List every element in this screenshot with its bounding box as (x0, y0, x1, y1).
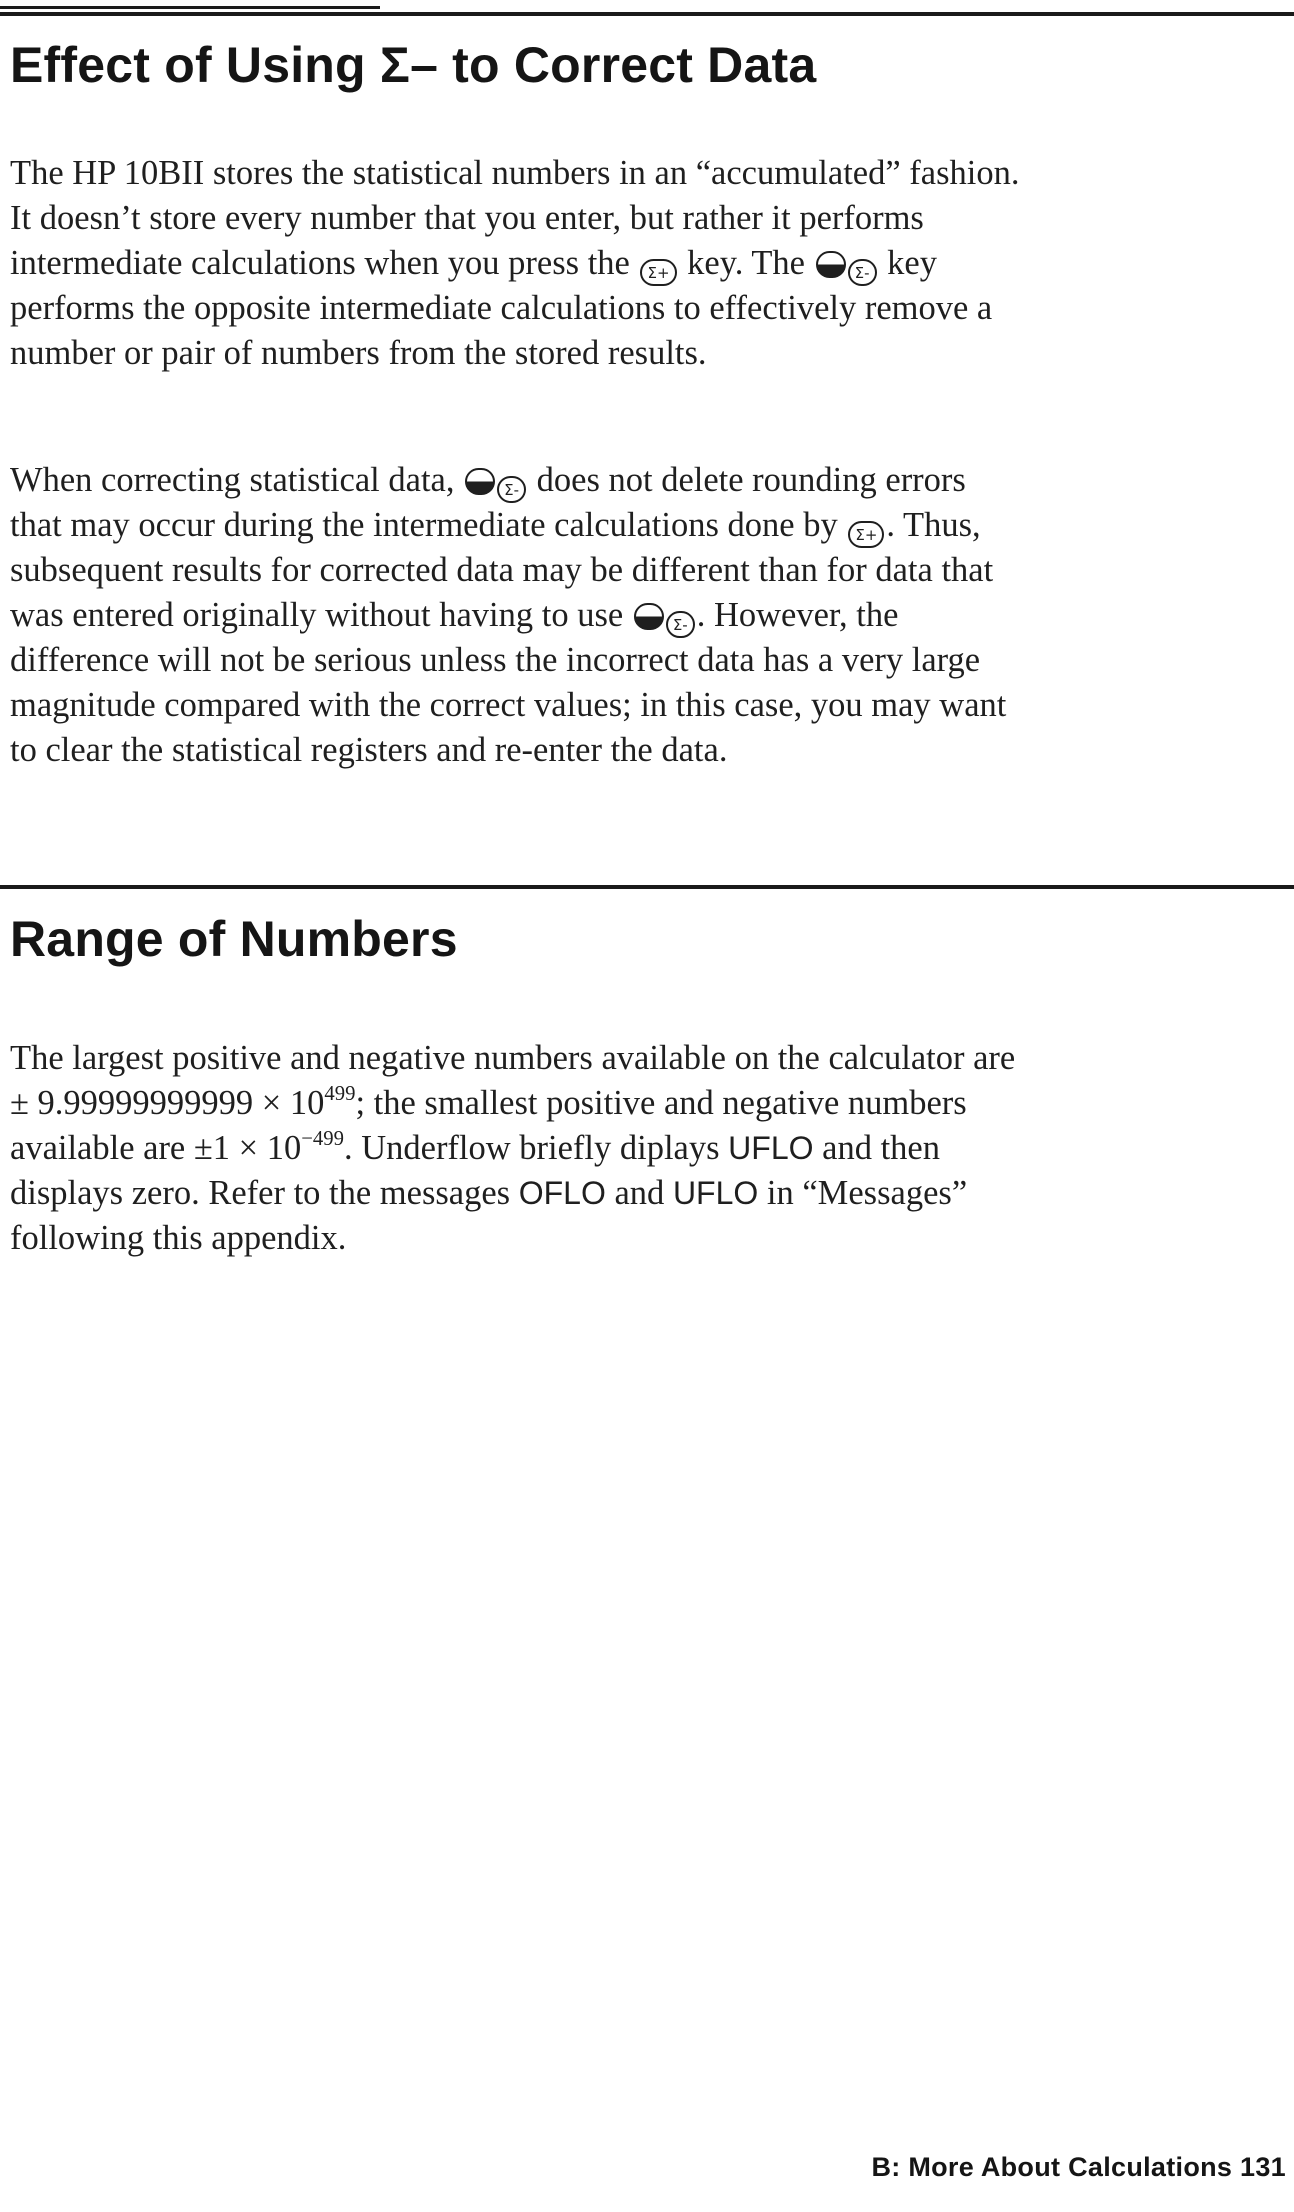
text-line (10, 458, 1290, 503)
message-oflo: OFLO (518, 1175, 606, 1211)
text-fragment: in “Messages” (766, 1174, 968, 1212)
section-heading-effect: Effect of Using Σ– to Correct Data (10, 37, 817, 93)
text-line: number or pair of numbers from the stored results. (10, 334, 707, 372)
text-fragment: available are ±1 × 10 (10, 1129, 302, 1167)
exponent: −499 (301, 1128, 344, 1150)
text-fragment: ± 9.99999999999 × 10 (10, 1084, 325, 1122)
sigma-minus-key-icon: Σ- (666, 611, 695, 638)
shift-key-icon (465, 468, 495, 495)
shift-key-icon (634, 603, 664, 630)
shift-key-icon (816, 251, 846, 278)
text-line: to clear the statistical registers and re-enter the data. (10, 731, 728, 769)
text-line: The HP 10BII stores the statistical numbers in an “accumulated” fashion. (10, 154, 1020, 192)
paragraph-range (10, 1036, 1290, 1261)
text-line (10, 1081, 1290, 1126)
text-fragment: When correcting statistical data, (10, 461, 455, 499)
message-uflo: UFLO (672, 1175, 759, 1211)
text-fragment: was entered originally without having to use (10, 596, 624, 634)
text-fragment: displays zero. Refer to the messages (10, 1174, 511, 1212)
top-rule-tick (0, 6, 380, 9)
text-line: The largest positive and negative numbers available on the calculator are (10, 1039, 1016, 1077)
sigma-plus-key-icon: Σ+ (640, 259, 676, 286)
text-fragment: and then (822, 1129, 940, 1167)
section-heading-range: Range of Numbers (10, 911, 458, 967)
text-fragment: key (887, 244, 937, 282)
text-fragment: does not delete rounding errors (536, 461, 966, 499)
text-line (10, 1171, 1290, 1216)
text-fragment: and (614, 1174, 665, 1212)
text-line (10, 593, 1290, 638)
text-fragment: intermediate calculations when you press the (10, 244, 630, 282)
text-line: subsequent results for corrected data may be different than for data that (10, 551, 994, 589)
text-line (10, 1126, 1290, 1171)
top-rule (0, 12, 1294, 16)
text-line: performs the opposite intermediate calculations to effectively remove a (10, 289, 993, 327)
paragraph-rounding-errors (10, 458, 1290, 773)
text-fragment: ; the smallest positive and negative numbers (355, 1084, 967, 1122)
text-fragment: key. The (687, 244, 805, 282)
text-line: magnitude compared with the correct values; in this case, you may want (10, 686, 1007, 724)
text-line: difference will not be serious unless the incorrect data has a very large (10, 641, 981, 679)
exponent: 499 (324, 1083, 356, 1105)
text-line (10, 503, 1290, 548)
page-footer: B: More About Calculations 131 (871, 2152, 1286, 2182)
paragraph-accumulated (10, 151, 1290, 376)
sigma-minus-key-icon: Σ- (848, 259, 877, 286)
text-fragment: . Thus, (886, 506, 981, 544)
text-line: following this appendix. (10, 1219, 347, 1257)
text-fragment: that may occur during the intermediate calculations done by (10, 506, 838, 544)
section-rule (0, 885, 1294, 889)
text-line: It doesn’t store every number that you enter, but rather it performs (10, 199, 924, 237)
sigma-minus-key-icon: Σ- (497, 476, 526, 503)
text-fragment: . Underflow briefly diplays (343, 1129, 720, 1167)
text-line (10, 241, 1290, 286)
sigma-plus-key-icon: Σ+ (848, 521, 884, 548)
text-fragment: . However, the (696, 596, 899, 634)
message-uflo: UFLO (728, 1130, 814, 1166)
